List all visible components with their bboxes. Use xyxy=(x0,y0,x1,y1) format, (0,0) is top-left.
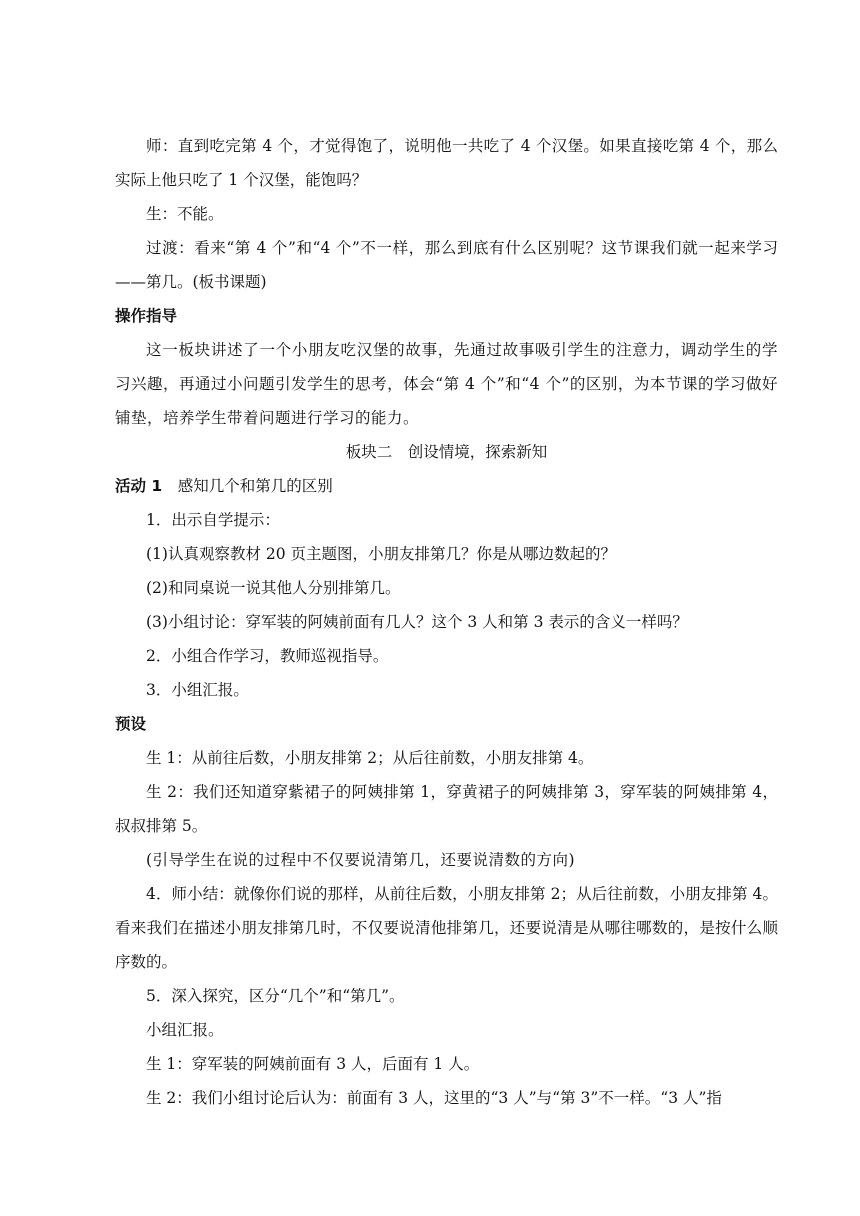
student-1b-paragraph: 生 1：穿军装的阿姨前面有 3 人，后面有 1 人。 xyxy=(146,1055,480,1073)
operation-guide-heading: 操作指导 xyxy=(115,307,178,325)
prompt-3-paragraph: (3)小组讨论：穿军装的阿姨前面有几人？这个 3 人和第 3 表示的含义一样吗？ xyxy=(146,613,688,631)
step-2-paragraph: 2．小组合作学习，教师巡视指导。 xyxy=(146,647,389,665)
activity-heading xyxy=(115,469,778,503)
teacher-question-paragraph: 师：直到吃完第 4 个，才觉得饱了，说明他一共吃了 4 个汉堡。如果直接吃第 4 个，那么实际上他只吃了 1 个汉堡，能饱吗？ xyxy=(115,137,778,189)
activity-label: 活动 1 xyxy=(115,477,163,495)
step-5-paragraph: 5．深入探究，区分“几个”和“第几”。 xyxy=(146,987,405,1005)
operation-guide-paragraph: 这一板块讲述了一个小朋友吃汉堡的故事，先通过故事吸引学生的注意力，调动学生的学习兴趣，再通过小问题引发学生的思考，体会“第 4 个”和“4 个”的区别，为本节课的学习做好铺垫，培养学生带着问题进行学习的能力。 xyxy=(115,341,778,427)
activity-title xyxy=(162,477,178,495)
prompt-1-paragraph: (1)认真观察教材 20 页主题图，小朋友排第几？你是从哪边数起的？ xyxy=(146,545,617,563)
step-4-paragraph: 4．师小结：就像你们说的那样，从前往后数，小朋友排第 2；从后往前数，小朋友排第 4。看来我们在描述小朋友排第几时，不仅要说清他排第几，还要说清是从哪往哪数的，是按什么顺序数的。 xyxy=(115,885,778,971)
activity-title-text: 感知几个和第几的区别 xyxy=(177,477,333,495)
student-2b-paragraph: 生 2：我们小组讨论后认为：前面有 3 人，这里的“3 人”与“第 3”不一样。“3 人”指 xyxy=(146,1089,722,1107)
step-1-paragraph: 1．出示自学提示： xyxy=(146,511,280,529)
student-1-paragraph: 生 1：从前往后数，小朋友排第 2；从后往前数，小朋友排第 4。 xyxy=(146,749,594,767)
transition-paragraph: 过渡：看来“第 4 个”和“4 个”不一样，那么到底有什么区别呢？这节课我们就一起来学习——第几。(板书课题) xyxy=(115,239,778,291)
student-2-paragraph: 生 2：我们还知道穿紫裙子的阿姨排第 1，穿黄裙子的阿姨排第 3，穿军装的阿姨排第 4，叔叔排第 5。 xyxy=(115,783,778,835)
group-report-paragraph: 小组汇报。 xyxy=(146,1021,224,1039)
preset-heading: 预设 xyxy=(115,715,147,733)
document-body xyxy=(115,129,778,1115)
section-title: 板块二 创设情境，探索新知 xyxy=(345,443,548,461)
step-3-paragraph: 3．小组汇报。 xyxy=(146,681,249,699)
student-answer-paragraph: 生：不能。 xyxy=(146,205,224,223)
prompt-2-paragraph: (2)和同桌说一说其他人分别排第几。 xyxy=(146,579,401,597)
guidance-note-paragraph: (引导学生在说的过程中不仅要说清第几，还要说清数的方向) xyxy=(146,851,576,869)
